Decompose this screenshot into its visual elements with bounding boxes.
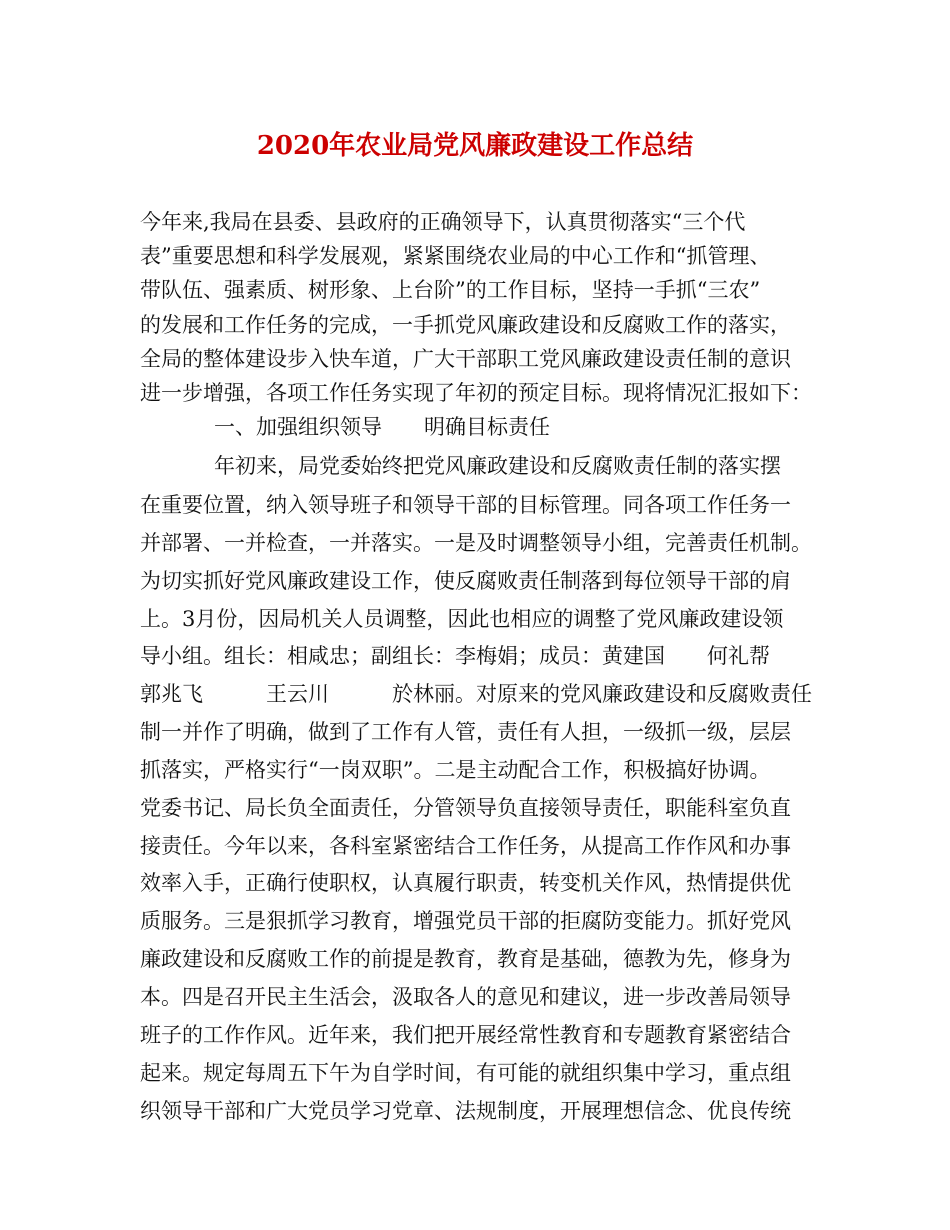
paragraph-line: 郭兆飞 王云川 於林丽。对原来的党风廉政建设和反腐败责任 xyxy=(140,682,812,706)
paragraph-line: 并部署、一并检查，一并落实。一是及时调整领导小组，完善责任机制。 xyxy=(140,531,812,555)
paragraph-line: 进一步增强，各项工作任务实现了年初的预定目标。现将情况汇报如下： xyxy=(140,381,812,405)
paragraph-line: 班子的工作作风。近年来，我们把开展经常性教育和专题教育紧密结合 xyxy=(140,1023,791,1047)
paragraph-line: 起来。规定每周五下午为自学时间，有可能的就组织集中学习，重点组 xyxy=(140,1061,791,1085)
paragraph-line: 为切实抓好党风廉政建设工作，使反腐败责任制落到每位领导干部的肩 xyxy=(140,569,791,593)
paragraph-line: 表”重要思想和科学发展观，紧紧围绕农业局的中心工作和“抓管理、 xyxy=(140,244,771,268)
paragraph-line: 上。3月份，因局机关人员调整，因此也相应的调整了党风廉政建设领 xyxy=(140,607,784,631)
paragraph-line: 接责任。今年以来，各科室紧密结合工作任务，从提高工作作风和办事 xyxy=(140,834,791,858)
paragraph-line: 质服务。三是狠抓学习教育，增强党员干部的拒腐防变能力。抓好党风 xyxy=(140,909,791,933)
paragraph-line: 今年来,我局在县委、县政府的正确领导下，认真贯彻落实“三个代 xyxy=(140,210,746,234)
paragraph-line: 全局的整体建设步入快车道，广大干部职工党风廉政建设责任制的意识 xyxy=(140,347,791,371)
paragraph-line: 抓落实，严格实行“一岗双职”。二是主动配合工作，积极搞好协调。 xyxy=(140,758,771,782)
paragraph-line: 党委书记、局长负全面责任，分管领导负直接领导责任，职能科室负直 xyxy=(140,796,791,820)
paragraph-line: 带队伍、强素质、树形象、上台阶”的工作目标，坚持一手抓“三农” xyxy=(140,278,761,302)
section-heading: 一、加强组织领导 明确目标责任 xyxy=(214,415,550,439)
paragraph-line: 廉政建设和反腐败工作的前提是教育，教育是基础，德教为先，修身为 xyxy=(140,947,791,971)
paragraph-line: 效率入手，正确行使职权，认真履行职责，转变机关作风，热情提供优 xyxy=(140,871,791,895)
paragraph-line: 本。四是召开民主生活会，汲取各人的意见和建议，进一步改善局领导 xyxy=(140,985,791,1009)
paragraph-line: 织领导干部和广大党员学习党章、法规制度，开展理想信念、优良传统 xyxy=(140,1099,791,1123)
paragraph-line: 的发展和工作任务的完成，一手抓党风廉政建设和反腐败工作的落实， xyxy=(140,313,791,337)
paragraph-line: 年初来，局党委始终把党风廉政建设和反腐败责任制的落实摆 xyxy=(214,454,781,478)
document-title: 2020年农业局党风廉政建设工作总结 xyxy=(256,131,694,161)
paragraph-line: 在重要位置，纳入领导班子和领导干部的目标管理。同各项工作任务一 xyxy=(140,493,791,517)
paragraph-line: 导小组。组长：相咸忠；副组长：李梅娟；成员：黄建国 何礼帮 xyxy=(140,644,770,668)
paragraph-line: 制一并作了明确，做到了工作有人管，责任有人担，一级抓一级，层层 xyxy=(140,720,791,744)
